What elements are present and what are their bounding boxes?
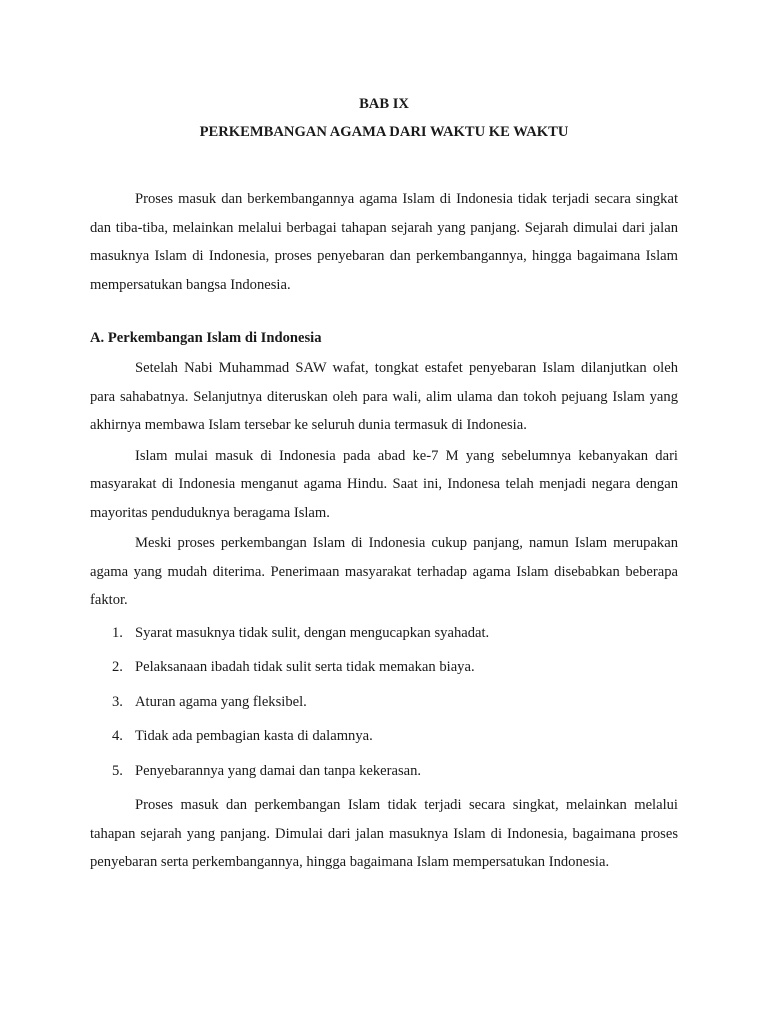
- list-item: [90, 722, 678, 750]
- list-text: Syarat masuknya tidak sulit, dengan mengucapkan syahadat.: [135, 624, 490, 641]
- list-item: [90, 688, 678, 716]
- list-text: Pelaksanaan ibadah tidak sulit serta tidak memakan biaya.: [135, 659, 475, 675]
- paragraph-1: Setelah Nabi Muhammad SAW wafat, tongkat estafet penyebaran Islam dilanjutkan oleh para sahabatnya. Selanjutnya diteruskan oleh para wali, alim ulama dan tokoh pejuang Islam yang akhirnya membawa Islam tersebar ke seluruh dunia termasuk di Indonesia.: [90, 360, 678, 433]
- intro-paragraph: Proses masuk dan berkembangannya agama Islam di Indonesia tidak terjadi secara singkat dan tiba-tiba, melainkan melalui berbagai tahapan sejarah yang panjang. Sejarah dimulai dari jalan masuknya Islam di Indonesia, proses penyebaran dan perkembangannya, hingga bagaimana Islam mempersatukan bangsa Indonesia.: [90, 191, 678, 293]
- list-text: Penyebarannya yang damai dan tanpa kekerasan.: [135, 762, 422, 779]
- list-number: 3.: [112, 693, 123, 710]
- list-text: Aturan agama yang fleksibel.: [135, 693, 307, 710]
- factors-list: [90, 619, 678, 785]
- closing-paragraph: Proses masuk dan perkembangan Islam tidak terjadi secara singkat, melainkan melalui tahapan sejarah yang panjang. Dimulai dari jalan masuknya Islam di Indonesia, bagaimana proses penyebaran serta perkembangannya, hingga bagaimana Islam mempersatukan Indonesia.: [90, 797, 678, 870]
- list-number: 1.: [112, 624, 123, 641]
- document-page: [90, 90, 678, 877]
- list-item: [90, 619, 678, 647]
- chapter-title: PERKEMBANGAN AGAMA DARI WAKTU KE WAKTU: [199, 124, 569, 140]
- list-item: [90, 653, 678, 681]
- chapter-number: BAB IX: [359, 96, 409, 112]
- paragraph-3: Meski proses perkembangan Islam di Indonesia cukup panjang, namun Islam merupakan agama yang mudah diterima. Penerimaan masyarakat terhadap agama Islam disebabkan beberapa faktor.: [90, 535, 678, 608]
- list-number: 4.: [112, 728, 123, 744]
- list-number: 2.: [112, 659, 123, 675]
- paragraph-2: Islam mulai masuk di Indonesia pada abad ke-7 M yang sebelumnya kebanyakan dari masyarakat di Indonesia menganut agama Hindu. Saat ini, Indonesa telah menjadi negara dengan mayoritas penduduknya beragama Islam.: [90, 447, 678, 521]
- section-heading: A. Perkembangan Islam di Indonesia: [90, 330, 322, 346]
- list-number: 5.: [112, 762, 123, 779]
- list-item: [90, 757, 678, 785]
- list-text: Tidak ada pembagian kasta di dalamnya.: [135, 728, 373, 744]
